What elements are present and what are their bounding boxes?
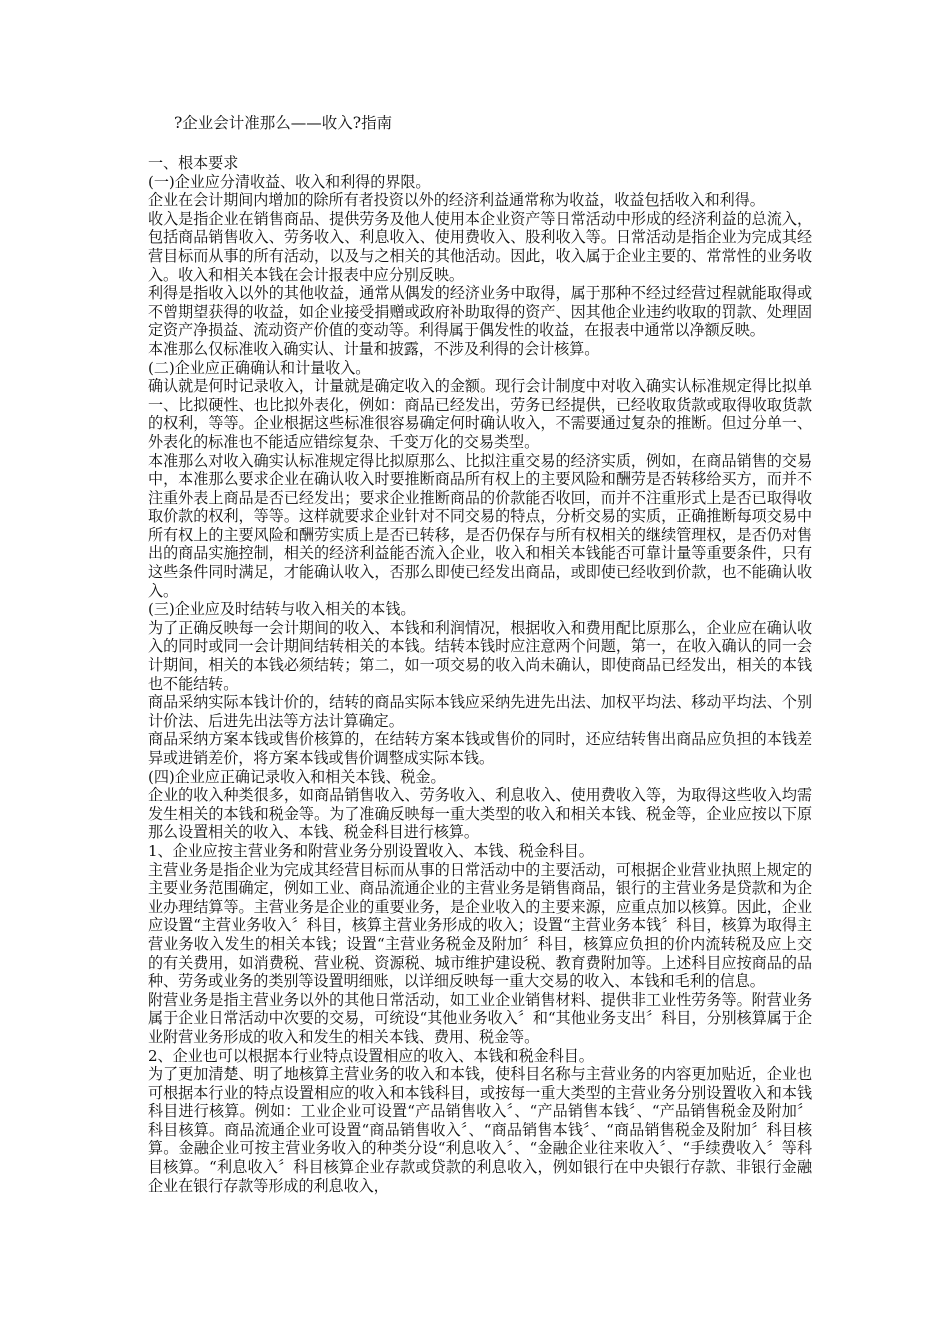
paragraph: 企业在会计期间内增加的除所有者投资以外的经济利益通常称为收益，收益包括收入和利得。 xyxy=(148,191,765,210)
paragraph: 一、根本要求 xyxy=(148,154,239,172)
paragraph: 确认就是何时记录收入，计量就是确定收入的金额。现行会计制度中对收入确实认标准规定得比拟单一、比拟硬性、也比拟外表化，例如：商品已经发出，劳务已经提供，已经收取货款或取得收取货款的权利，等等。企业根据这些标准很容易确定何时确认收入，不需要通过复杂的推断。但过分单一、外表化的标准也不能适应错综复杂、千变万化的交易类型。 xyxy=(148,377,812,451)
paragraph: 为了更加清楚、明了地核算主营业务的收入和本钱，使科目名称与主营业务的内容更加贴近，企业也可根据本行业的特点设置相应的收入和本钱科目，或按每一重大类型的主营业务分别设置收入和本钱科目进行核算。例如：工业企业可设置“产品销售收入〞、“产品销售本钱〞、“产品销售税金及附加〞科目核算。商品流通企业可设置“商品销售收入〞、“商品销售本钱〞、“商品销售税金及附加〞科目核算。金融企业可按主营业务收入的种类分设“利息收入〞、“金融企业往来收入〞、“手续费收入〞等科目核算。“利息收入〞科目核算企业存款或贷款的利息收入，例如银行在中央银行存款、非银行金融企业在银行存款等形成的利息收入， xyxy=(148,1065,812,1195)
paragraph: 主营业务是指企业为完成其经营目标而从事的日常活动中的主要活动，可根据企业营业执照上规定的主要业务范围确定，例如工业、商品流通企业的主营业务是销售商品，银行的主营业务是贷款和为企业办理结算等。主营业务是企业的重要业务，是企业收入的主要来源，应重点加以核算。因此，企业应设置“主营业务收入〞科目，核算主营业务形成的收入；设置“主营业务本钱〞科目，核算为取得主营业务收入发生的相关本钱；设置“主营业务税金及附加〞科目，核算应负担的价内流转税及应上交的有关费用，如消费税、营业税、资源税、城市维护建设税、教育费附加等。上述科目应按商品的品种、劳务或业务的类别等设置明细账，以详细反映每一重大交易的收入、本钱和毛利的信息。 xyxy=(148,860,812,991)
paragraph: (二)企业应正确确认和计量收入。 xyxy=(148,358,371,377)
document-page xyxy=(148,112,812,1195)
paragraph: 本准那么对收入确实认标准规定得比拟原那么、比拟注重交易的经济实质，例如，在商品销售的交易中，本准那么要求企业在确认收入时要推断商品所有权上的主要风险和酬劳是否转移给买方，而并不注重外表上商品是否已经发出；要求企业推断商品的价款能否收回，而并不注重形式上是否已取得收取价款的权利，等等。这样就要求企业针对不同交易的特点，分析交易的实质，正确推断每项交易中所有权上的主要风险和酬劳实质上是否已转移，是否仍保存与所有权相关的继续管理权，是否仍对售出的商品实施控制，相关的经济利益能否流入企业，收入和相关本钱能否可靠计量等重要条件，只有这些条件同时满足，才能确认收入，否那么即使已经发出商品，或即使已经收到价款，也不能确认收入。 xyxy=(148,451,812,600)
paragraph: 企业的收入种类很多，如商品销售收入、劳务收入、利息收入、使用费收入等，为取得这些收入均需发生相关的本钱和税金等。为了准确反映每一重大类型的收入和相关本钱、税金等，企业应按以下原那么设置相关的收入、本钱、税金科目进行核算。 xyxy=(148,786,812,842)
paragraph: 利得是指收入以外的其他收益，通常从偶发的经济业务中取得，属于那种不经过经营过程就能取得或不曾期望获得的收益，如企业接受捐赠或政府补助取得的资产、因其他企业违约收取的罚款、处理固定资产净损益、流动资产价值的变动等。利得属于偶发性的收益，在报表中通常以净额反映。 xyxy=(148,284,812,340)
paragraph: 为了正确反映每一会计期间的收入、本钱和利润情况，根据收入和费用配比原那么，企业应在确认收入的同时或同一会计期间结转相关的本钱。结转本钱时应注意两个问题，第一，在收入确认的同一会计期间，相关的本钱必须结转；第二，如一项交易的收入尚未确认，即使商品已经发出，相关的本钱也不能结转。 xyxy=(148,618,812,693)
paragraph: 附营业务是指主营业务以外的其他日常活动，如工业企业销售材料、提供非工业性劳务等。附营业务属于企业日常活动中次要的交易，可统设“其他业务收入〞和“其他业务支出〞科目，分别核算属于企业附营业务形成的收入和发生的相关本钱、费用、税金等。 xyxy=(148,990,812,1046)
paragraph: (四)企业应正确记录收入和相关本钱、税金。 xyxy=(148,767,446,786)
paragraph: 本准那么仅标准收入确实认、计量和披露，不涉及利得的会计核算。 xyxy=(148,339,600,358)
paragraph: (三)企业应及时结转与收入相关的本钱。 xyxy=(148,600,416,619)
paragraph: (一)企业应分清收益、收入和利得的界限。 xyxy=(148,172,431,191)
paragraph: 商品采纳方案本钱或售价核算的，在结转方案本钱或售价的同时，还应结转售出商品应负担的本钱差异或进销差价，将方案本钱或售价调整成实际本钱。 xyxy=(148,730,812,767)
paragraph: 商品采纳实际本钱计价的，结转的商品实际本钱应采纳先进先出法、加权平均法、移动平均法、个别计价法、后进先出法等方法计算确定。 xyxy=(148,693,812,730)
paragraph: 1、企业应按主营业务和附营业务分别设置收入、本钱、税金科目。 xyxy=(148,841,594,860)
paragraph: 2、企业也可以根据本行业特点设置相应的收入、本钱和税金科目。 xyxy=(148,1046,594,1065)
document-body xyxy=(148,154,812,1195)
paragraph: 收入是指企业在销售商品、提供劳务及他人使用本企业资产等日常活动中形成的经济利益的总流入，包括商品销售收入、劳务收入、利息收入、使用费收入、股利收入等。日常活动是指企业为完成其经营目标而从事的所有活动，以及与之相关的其他活动。因此，收入属于企业主要的、常常性的业务收入。收入和相关本钱在会计报表中应分别反映。 xyxy=(148,209,812,284)
document-title: ?企业会计准那么——收入?指南 xyxy=(174,114,393,132)
